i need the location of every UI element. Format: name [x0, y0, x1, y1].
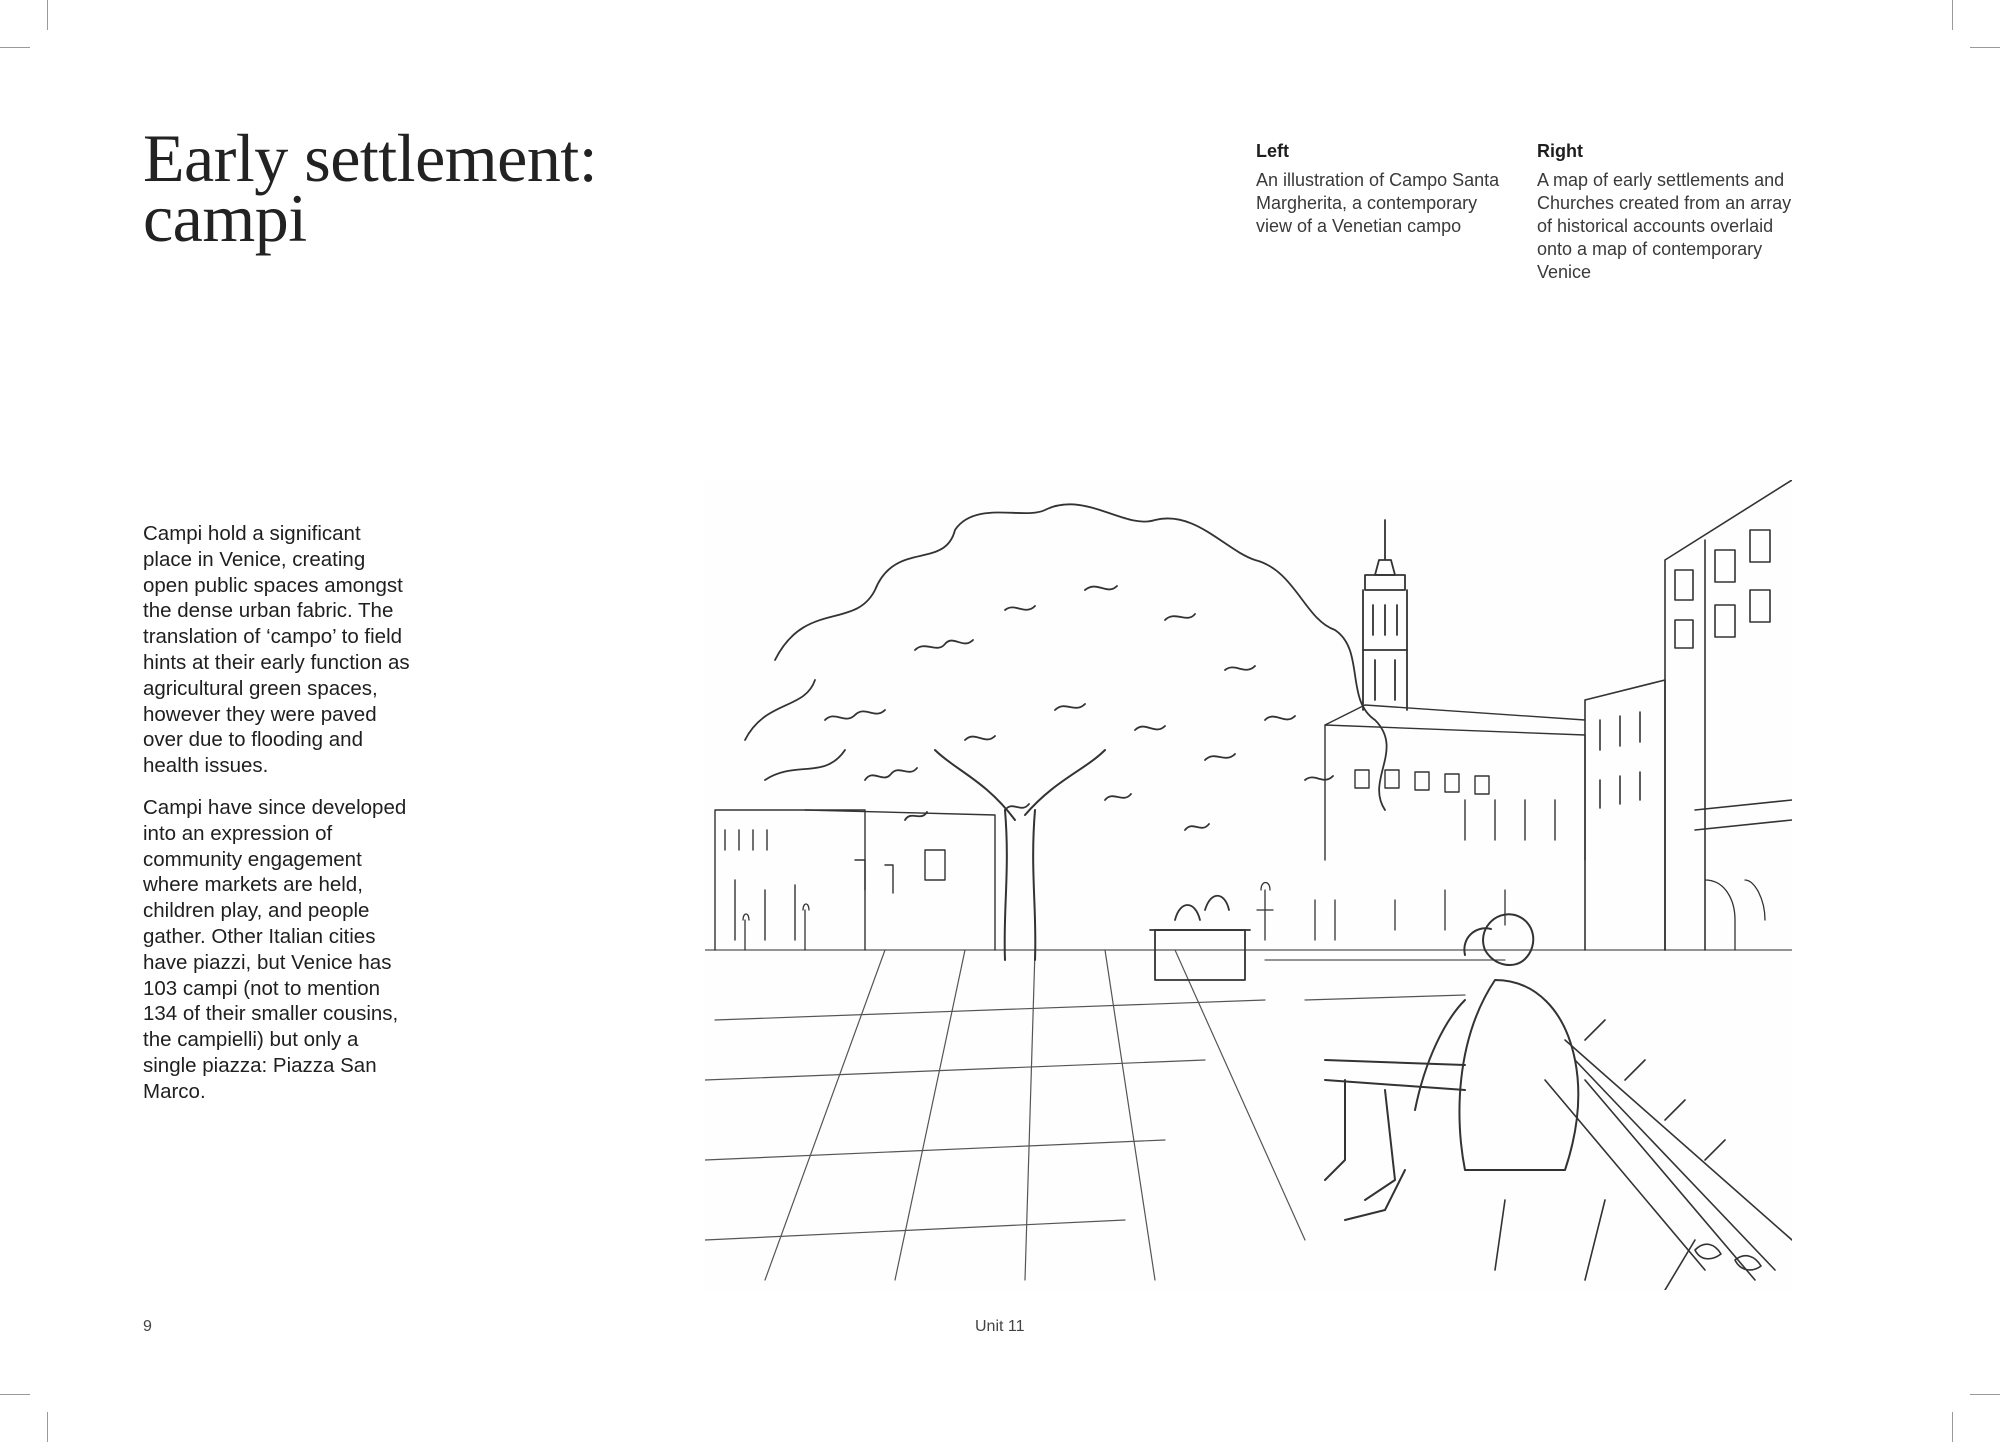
body-text: [143, 521, 413, 1121]
crop-mark: [47, 1412, 48, 1442]
tree-trunk: [935, 750, 1105, 960]
crop-mark: [1970, 1394, 2000, 1395]
page-title: [143, 120, 598, 256]
page-number: 9: [143, 1318, 152, 1335]
well-head: [1150, 896, 1250, 980]
paving-lines: [705, 950, 1792, 1280]
paragraph: Campi hold a significant place in Venice, creating open public spaces amongst the dense urban fabric. The translation of ‘campo’ to field hints at their early function as agricultural green spaces, however they were paved over due to flooding and health issues.: [143, 522, 410, 778]
distant-people: [743, 880, 1765, 950]
crop-mark: [0, 1394, 30, 1395]
title-line: campi: [143, 180, 307, 256]
caption-left: [1256, 140, 1516, 238]
crop-mark: [1970, 47, 2000, 48]
caption-text: A map of early settlements and Churches created from an array of historical accounts overlaid onto a map of contemporary Venice: [1537, 170, 1792, 282]
campo-sketch-illustration: [705, 480, 1792, 1290]
bench: [1495, 1020, 1792, 1290]
caption-heading: Right: [1537, 141, 1583, 161]
caption-text: An illustration of Campo Santa Margherita, a contemporary view of a Venetian campo: [1256, 170, 1500, 236]
right-buildings: [1585, 480, 1792, 950]
paragraph: Campi have since developed into an expression of community engagement where markets are held, children play, and people gather. Other Italian cities have piazzi, but Venice has 103 campi (not to mention 134 of their smaller cousins, the campielli) but only a single piazza: Piazza San Marco.: [143, 795, 407, 1103]
center-buildings: [1325, 705, 1585, 860]
crop-mark: [47, 0, 48, 30]
footer-section: Unit 11: [975, 1318, 1025, 1335]
caption-right: [1537, 140, 1797, 284]
crop-mark: [1952, 0, 1953, 30]
crop-mark: [0, 47, 30, 48]
bell-tower: [1363, 520, 1407, 710]
left-buildings: [715, 810, 995, 950]
caption-heading: Left: [1256, 141, 1289, 161]
title-line: Early settlement:: [143, 120, 598, 196]
tree-crown: [745, 504, 1387, 830]
crop-mark: [1952, 1412, 1953, 1442]
